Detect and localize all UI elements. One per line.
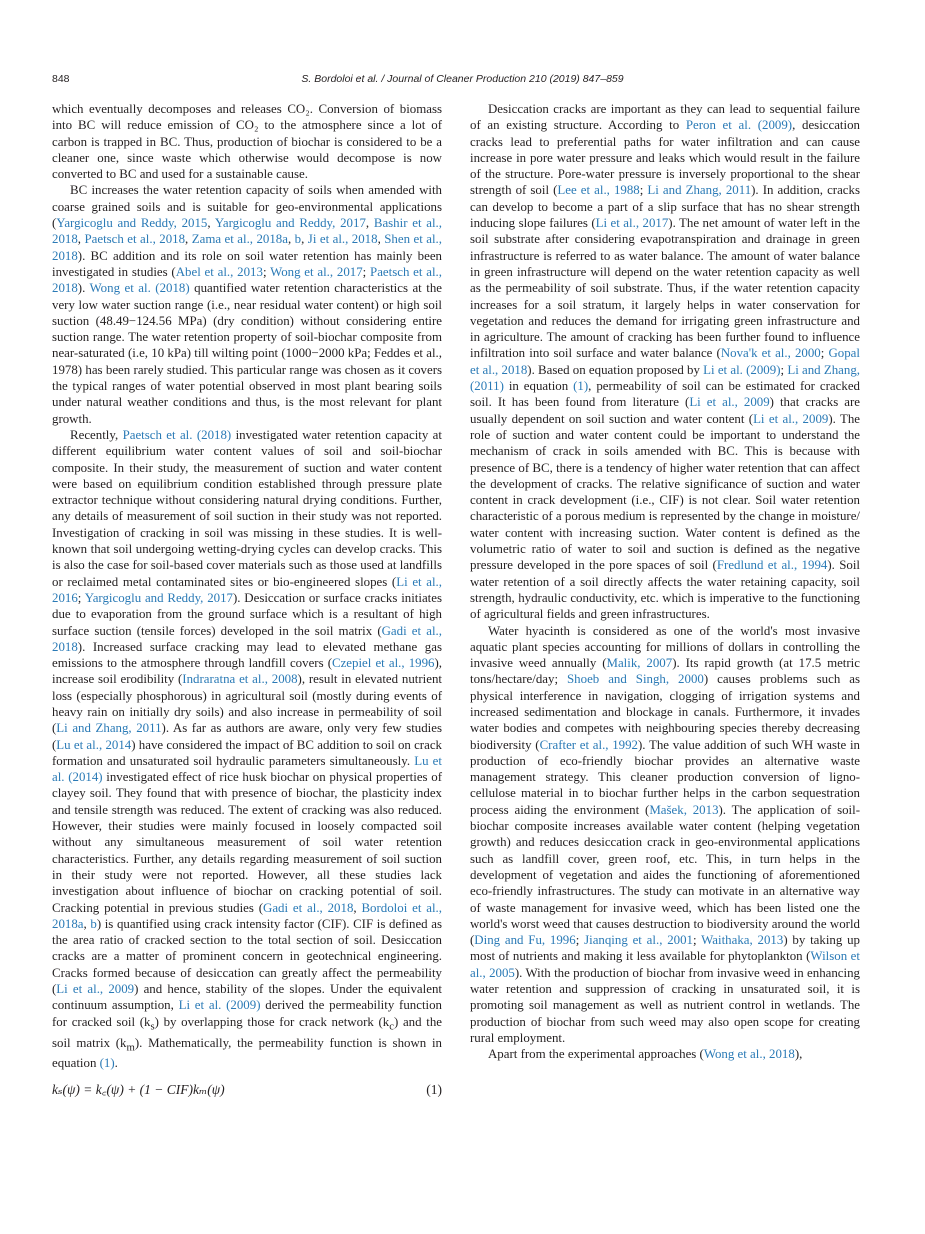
- citation-link[interactable]: Paetsch et al., 2018: [52, 264, 442, 296]
- citation-link[interactable]: Waithaka, 2013: [701, 933, 784, 948]
- citation-link[interactable]: Li and Zhang, (2011): [470, 362, 861, 394]
- citation-link[interactable]: Wong et al., 2018: [703, 1047, 795, 1062]
- citation-link[interactable]: Mašek, 2013: [649, 802, 719, 817]
- citation-link[interactable]: Li and Zhang, 2011: [647, 183, 752, 198]
- paragraph: Apart from the experimental approaches (Wong et al., 2018),: [488, 1047, 803, 1062]
- citation-link[interactable]: Shen et al., 2018: [52, 232, 442, 263]
- citation-link[interactable]: Yargicoglu and Reddy, 2015: [56, 216, 208, 231]
- citation-link[interactable]: Fredlund et al., 1994: [716, 558, 828, 573]
- citation-link[interactable]: Peron et al. (2009): [685, 118, 793, 133]
- citation-link[interactable]: Abel et al., 2013: [175, 264, 263, 279]
- citation-link[interactable]: Lu et al., 2014: [56, 737, 132, 752]
- citation-link[interactable]: Zama et al., 2018a: [191, 232, 288, 247]
- citation-link[interactable]: Li et al., 2009: [689, 395, 770, 410]
- citation-link[interactable]: Paetsch et al., 2018: [84, 232, 186, 247]
- citation-link[interactable]: Li and Zhang, 2011: [56, 721, 162, 736]
- citation-link[interactable]: Ji et al., 2018: [307, 232, 378, 247]
- equation-link[interactable]: (1): [573, 379, 589, 394]
- citation-link[interactable]: b: [90, 916, 97, 931]
- paragraph: Recently, Paetsch et al. (2018) investigated water retention capacity at different equilibrium water content values of soil and soil-biochar composite. In their study, the measurement of suction and water content were based on equilibrium condition established through pressure plate extractor technique without considering natural drying conditions. Further, any details of measurement of soil suction in their study was not reported. Investigation of cracking in soil was missing in these studies. It is well-known that soil undergoing wetting-drying cycles can develop cracks. This is also the case for soil-based cover materials such as those used at landfills or reclaimed metal contaminated sites or bio-engineered slopes (Li et al., 2016; Yargicoglu and Reddy, 2017). Desiccation or surface cracks initiates due to evaporation from the ground surface which is a resultant of high surface suction (tensile forces) developed in the soil matrix (Gadi et al., 2018). Increased surface cracking may lead to elevated methane gas emissions to the atmosphere through landfill covers (Czepiel et al., 1996), increase soil erodibility (Indraratna et al., 2008), result in elevated nutrient loss (especially phosphorous) in agricultural soil (mostly during events of heavy rain on initially dry soils) and also increase in permeability of soil (Li and Zhang, 2011). As far as authors are aware, only very few studies (Lu et al., 2014) have considered the impact of BC addition to soil on crack formation and unsaturated soil hydraulic parameters simultaneously. Lu et al. (2014) investigated effect of rice husk biochar on physical properties of clayey soil. They found that with presence of biochar, the plasticity index and tensile strength was reduced. The extent of cracking was also reduced. However, their studies were mainly focused in loosely compacted soil without any simultaneous measurement of soil water retention characteristics. Further, any details regarding measurement of soil suction in their study were not reported. However, all these studies lack investigation about influence of biochar on cracking potential of soil. Cracking potential in previous studies (Gadi et al., 2018, Bordoloi et al., 2018a, b) is quantified using crack intensity factor (CIF). CIF is defined as the area ratio of cracked section to the total section of soil. Desiccation cracks are a matter of prominent concern in geotechnical engineering. Cracks formed because of desiccation can greatly affect the permeability (Li et al., 2009) and hence, stability of the slopes. Under the equivalent continuum assumption, Li et al. (2009) derived the permeability function for cracked soil $(k_s)$ by overlapping those for crack network $(k_c)$ and the soil matrix $(k_m)$. Mathematically, the permeability function is shown in equation (1).: [52, 427, 443, 1071]
- paragraph: BC increases the water retention capacity of soils when amended with coarse grained soils and is suitable for geo-environmental applications (Yargicoglu and Reddy, 2015, Yargicoglu and Reddy, 2017, Bashir et al., 2018, Paetsch et al., 2018, Zama et al., 2018a, b, Ji et al., 2018, Shen et al., 2018). BC addition and its role on soil water retention has mainly been investigated in studies (Abel et al., 2013; Wong et al., 2017; Paetsch et al., 2018). Wong et al. (2018) quantified water retention characteristics at the very low water suction range (i.e., near residual water content) or high soil suction (48.49−124.56 MPa) (dry condition) without considering entire suction range. The water retention property of soil-biochar composite from near-saturated (i.e, 10 kPa) till wilting point (1000−2000 kPa; Feddes et al., 1978) has been rarely studied. This particular range was chosen as it covers the typical ranges of water potential observed in most plant bearing soils under natural weather conditions and thus, is the most relevant for plant growth.: [52, 183, 442, 426]
- citation-link[interactable]: Lu et al. (2014): [52, 753, 442, 785]
- page-number: 848: [52, 73, 70, 85]
- citation-link[interactable]: Li et al. (2009): [178, 998, 261, 1013]
- right-column: [470, 101, 860, 1063]
- citation-link[interactable]: Malik, 2007: [606, 656, 673, 671]
- citation-link[interactable]: Wilson et al., 2005: [470, 949, 860, 980]
- equation-link[interactable]: (1): [99, 1056, 115, 1071]
- citation-link[interactable]: Li et al., 2009: [56, 982, 135, 997]
- citation-link[interactable]: Yargicoglu and Reddy, 2017: [214, 216, 366, 231]
- citation-link[interactable]: Nova'k et al., 2000: [720, 346, 821, 361]
- citation-link[interactable]: Gadi et al., 2018: [263, 900, 354, 915]
- citation-link[interactable]: Czepiel et al., 1996: [331, 656, 435, 671]
- citation-link[interactable]: Crafter et al., 1992: [539, 737, 638, 752]
- citation-link[interactable]: Gopal et al., 2018: [470, 346, 860, 377]
- citation-link[interactable]: Li et al., 2016: [52, 574, 443, 605]
- equation: [52, 1082, 442, 1102]
- citation-link[interactable]: Lee et al., 1988: [557, 183, 640, 198]
- paragraph: Water hyacinth is considered as one of the world's most invasive aquatic plant species accounting for millions of dollars in controlling the invasive weed annually (Malik, 2007). Its rapid growth (at 17.5 metric tons/hectare/day; Shoeb and Singh, 2000) causes problems such as physical interference in navigation, clogging of irrigation systems and increased sedimentation and blockage in canals. Furthermore, it invades water bodies and competes with neighbouring species thereby decreasing biodiversity (Crafter et al., 1992). The value addition of such WH waste in production of eco-friendly biochar provides an alternative waste management strategy. This cleaner production conversion of ligno-cellulose material in to biochar further helps in the carbon sequestration process aiding the environment (Mašek, 2013). The application of soil-biochar composite increases available water content (helping vegetation growth) and reduces desiccation crack in geo-environmental applications such as landfill cover, green roof, etc. This, in turn helps in the development of vegetation and aides the functioning of aforementioned eco-friendly infrastructures. The study can motivate in an alternative way of waste management for invasive weed, which has been listed one the world's worst weed that causes destruction to biodiversity around the world (Ding and Fu, 1996; Jianqing et al., 2001; Waithaka, 2013) by taking up most of nutrients and making it less available for phytoplankton (Wilson et al., 2005). With the production of biochar from invasive weed in enhancing water retention and suppression of cracking in unsaturated soil, it is promoting soil management as well as nutrient control in wetlands. The production of biochar from such weed may also open scope for creating rural employment.: [470, 623, 861, 1045]
- citation-link[interactable]: Wong et al., 2017: [270, 264, 363, 279]
- paragraph: Desiccation cracks are important as they can lead to sequential failure of an existing structure. According to Peron et al. (2009), desiccation cracks lead to preferential paths for water infiltration and can cause increase in pore water pressure and leaks which would result in the failure of the structure. Pore-water pressure is inversely proportional to the shear strength of soil (Lee et al., 1988; Li and Zhang, 2011). In addition, cracks can develop to become a part of a slip surface that has no shear strength inducing slope failures (Li et al., 2017). The net amount of water left in the soil substrate after considering evapotranspiration and drainage in green infrastructure is referred to as water balance. The amount of water balance in green infrastructure will depend on the water retention capacity as well as the permeability of soil substrate. Thus, if the water retention capacity increases for a soil stratum, it largely helps in water conservation for vegetation and reduces the demand for irrigating green infrastructure and in agriculture. The amount of cracking has been further found to influence infiltration into soil surface and water balance (Nova'k et al., 2000; Gopal et al., 2018). Based on equation proposed by Li et al. (2009); Li and Zhang, (2011) in equation (1), permeability of soil can be estimated for cracked soil. It has been found from literature (Li et al., 2009) that cracks are usually dependent on soil suction and water content (Li et al., 2009). The role of suction and water content could be important to understand the mechanism of crack in soils amended with BC. This is because with presence of BC, there is a tendency of higher water retention that can affect the development of cracks. The relative significance of suction and water content in crack development (i.e., CIF) is not clear. Soil water retention characteristic of a porous medium is represented by the change in moisture/ water content with increasing suction. Water content is defined as the volumetric ratio of water to soil and suction is defined as the negative pressure developed in the pore spaces of soil (Fredlund et al., 1994). Soil water retention of a soil directly affects the water retaining capacity, soil strength, hydraulic conductivity, etc. which is imperative to the functioning of agricultural fields and green infrastructures.: [470, 102, 861, 622]
- paragraph: which eventually decomposes and releases CO₂. Conversion of biomass into BC will reduce emission of CO₂ to the atmosphere since a lot of carbon is trapped in BC. Thus, production of biochar is considered to be a cleaner one, since waste which otherwise would decompose is now converted to BC and used for a sustainable cause.: [52, 102, 442, 182]
- equation-formula: kₛ(ψ) = k꜀(ψ) + (1 − CIF)kₘ(ψ): [52, 1081, 225, 1097]
- citation-link[interactable]: Gadi et al., 2018: [52, 623, 442, 654]
- citation-link[interactable]: Li et al. (2009): [703, 362, 781, 377]
- citation-link[interactable]: Bordoloi et al., 2018a: [52, 900, 442, 931]
- citation-link[interactable]: b: [294, 232, 302, 247]
- equation-number: (1): [426, 1081, 442, 1097]
- left-column: [52, 101, 442, 1102]
- citation-link[interactable]: Jianqing et al., 2001: [584, 933, 693, 948]
- citation-link[interactable]: Shoeb and Singh, 2000: [567, 672, 704, 687]
- citation-link[interactable]: Indraratna et al., 2008: [182, 672, 298, 687]
- citation-link[interactable]: Ding and Fu, 1996: [474, 933, 576, 948]
- citation-link[interactable]: Li et al., 2009: [753, 411, 829, 426]
- citation-link[interactable]: Yargicoglu and Reddy, 2017: [84, 590, 233, 605]
- running-header: S. Bordoloi et al. / Journal of Cleaner Production 210 (2019) 847–859: [301, 73, 624, 85]
- citation-link[interactable]: Bashir et al., 2018: [52, 216, 442, 247]
- citation-link[interactable]: Li et al., 2017: [595, 216, 669, 231]
- citation-link[interactable]: Wong et al. (2018): [89, 281, 190, 296]
- citation-link[interactable]: Paetsch et al. (2018): [122, 427, 232, 442]
